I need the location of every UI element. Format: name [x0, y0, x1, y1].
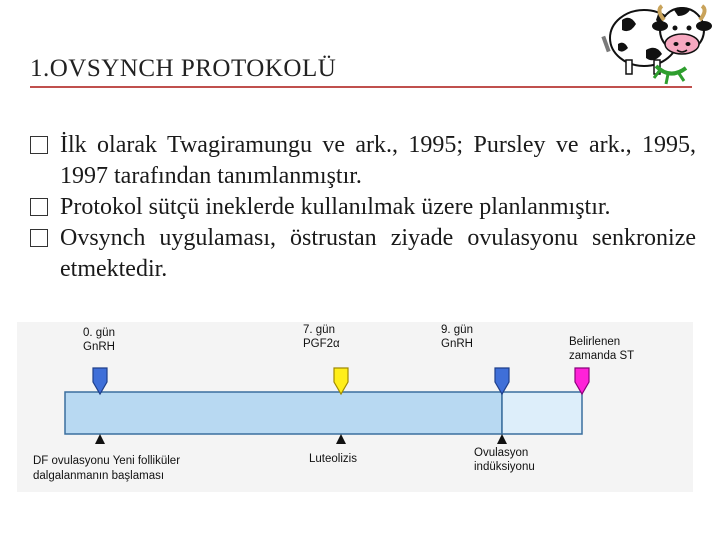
day-7-hormone-label: PGF2α: [303, 338, 340, 350]
follicular-wave-label-line2: dalgalanmanın başlaması: [33, 470, 165, 482]
bullet-item: [30, 223, 696, 285]
luteolysis-label: Luteolizis: [309, 453, 357, 465]
ovulation-label: Ovulasyon: [474, 447, 529, 459]
bullet-list: [30, 130, 696, 285]
timeline-bar-end: [502, 392, 582, 434]
timed-insemination-marker: [575, 368, 589, 394]
bullet-text: Protokol sütçü ineklerde kullanılmak üzere planlanmıştır.: [60, 194, 611, 220]
day-7-label: 7. gün: [303, 324, 335, 336]
follicular-wave-arrow: [95, 434, 105, 444]
square-bullet-icon: [30, 136, 48, 154]
luteolysis-arrow: [336, 434, 346, 444]
day-0-label: 0. gün: [83, 327, 115, 339]
timed-ai-label-line2: zamanda ST: [569, 350, 635, 362]
timeline-bar: [65, 392, 502, 434]
bullet-item: [30, 192, 696, 223]
bullet-text: Ovsynch uygulaması, östrustan ziyade ovulasyonu senkronize etmektedir.: [60, 225, 696, 282]
gnrh-injection-marker: [93, 368, 107, 394]
ovsynch-timeline-diagram: [17, 322, 693, 492]
square-bullet-icon: [30, 229, 48, 247]
day-9-hormone-label: GnRH: [441, 338, 473, 350]
bullet-text: İlk olarak Twagiramungu ve ark., 1995; Pursley ve ark., 1995, 1997 tarafından tanımlanmıştır.: [60, 132, 696, 189]
bullet-item: [30, 130, 696, 192]
day-0-hormone-label: GnRH: [83, 341, 115, 353]
cow-cartoon-icon: [600, 0, 720, 95]
ovulation-label-line2: indüksiyonu: [474, 461, 535, 473]
follicular-wave-label: DF ovulasyonu Yeni folliküler: [33, 455, 181, 467]
slide-title: 1.OVSYNCH PROTOKOLÜ: [30, 55, 337, 82]
pgf2a-injection-marker: [334, 368, 348, 394]
square-bullet-icon: [30, 198, 48, 216]
ovulation-arrow: [497, 434, 507, 444]
gnrh-injection-marker: [495, 368, 509, 394]
day-9-label: 9. gün: [441, 324, 473, 336]
timed-ai-label: Belirlenen: [569, 336, 621, 348]
title-underline: [30, 86, 692, 88]
